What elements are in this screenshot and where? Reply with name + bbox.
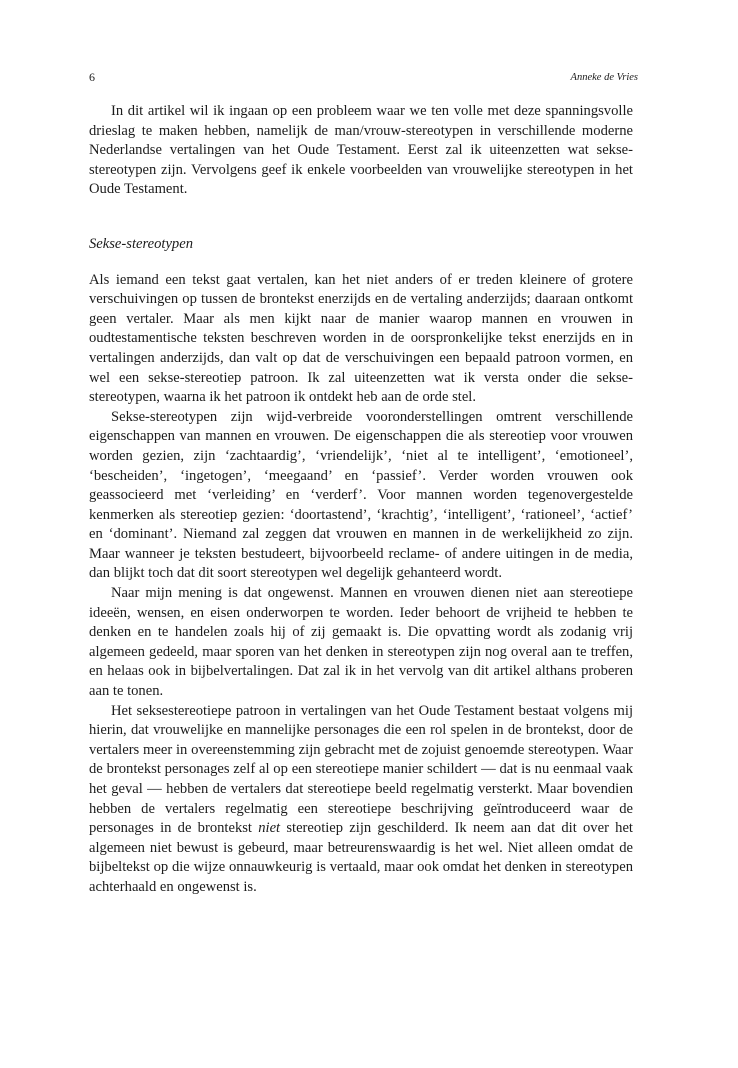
body-paragraph-3: Naar mijn mening is dat ongewenst. Mannen en vrouwen dienen niet aan stereotiepe ideeën, wensen, en eisen onderworpen te worden. Ieder behoort de vrijheid te hebben te denken en te handelen zoals hij of zij gemaakt is. Die opvatting wordt als zodanig vrij algemeen gedeeld, maar sporen van het denken in stereotypen zijn nog overal aan te treffen, en helaas ook in bijbelvertalingen. Dat zal ik in het vervolg van dit artikel althans proberen aan te tonen.: [89, 585, 633, 700]
article-body: [89, 102, 633, 898]
body-paragraph-1: Als iemand een tekst gaat vertalen, kan het niet anders of er treden kleinere of grotere verschuivingen op tussen de brontekst enerzijds en de vertaling anderzijds; daaraan ontkomt geen vertaler. Maar als men kijkt naar de manier waarop mannen en vrouwen in oudtestamentische teksten beschreven worden in de oorspronkelijke tekst enerzijds en in vertalingen anderzijds, dan valt op dat de verschuivingen een bepaald patroon vormen, en wel een sekse-stereotiep patroon. Ik zal uiteenzetten wat ik versta onder die sekse-stereotypen, waarna ik het patroon ik ontdekt heb aan de orde stel.: [89, 271, 633, 406]
page-number: 6: [89, 70, 95, 84]
body-paragraph-2: Sekse-stereotypen zijn wijd-verbreide vooronderstellingen omtrent verschillende eigenschappen van mannen en vrouwen. De eigenschappen die als stereotiep voor vrouwen worden gezien, zijn ‘zachtaardig’, ‘vriendelijk’, ‘niet al te intelligent’, ‘emotioneel’, ‘bescheiden’, ‘ingetogen’, ‘meegaand’ en ‘passief’. Verder worden vrouwen ook geassocieerd met ‘verleiding’ en ‘verderf’. Voor mannen worden tegenovergestelde kenmerken als stereotiep gezien: ‘doortastend’, ‘krachtig’, ‘intelligent’, ‘rationeel’, ‘actief’ en ‘dominant’. Niemand zal zeggen dat vrouwen en mannen in de werkelijkheid zo zijn. Maar wanneer je teksten bestudeert, bijvoorbeeld reclame- of andere uitingen in de media, dan blijkt toch dat dit soort stereotypen wel degelijk gehanteerd wordt.: [89, 408, 633, 582]
emphasis-niet: niet: [258, 820, 281, 837]
body-paragraph-4-text-a: Het seksestereotiepe patroon in vertalingen van het Oude Testament bestaat volgens mij hierin, dat vrouwelijke en mannelijke personages die een rol spelen in de brontekst, door de vertalers meer in overeenstemming zijn gebracht met de zojuist genoemde stereotypen. Waar de brontekst personages zelf al op een stereotiepe manier schildert — dat is nu eenmaal vaak het geval — hebben de vertalers dat stereotiepe beeld regelmatig versterkt. Maar bovendien hebben de vertalers regelmatig een stereotiepe beschrijving geïntroduceerd waar de personages in de brontekst: [89, 702, 633, 837]
running-head-author: Anneke de Vries: [570, 72, 638, 83]
body-paragraph-4: [89, 702, 633, 898]
section-heading: Sekse-stereotypen: [89, 235, 193, 252]
intro-paragraph: In dit artikel wil ik ingaan op een probleem waar we ten volle met deze spanningsvolle drieslag te maken hebben, namelijk de man/vrouw-stereotypen in verschillende moderne Nederlandse vertalingen van het Oude Testament. Eerst zal ik uiteenzetten wat sekse-stereotypen zijn. Vervolgens geef ik enkele voorbeelden van vrouwelijke stereotypen in het Oude Testament.: [89, 103, 633, 198]
body-paragraph-4-text-b: stereotiep zijn geschilderd. Ik neem aan dat dit over het algemeen niet bewust is gebeurd, maar betreurenswaardig is het wel. Niet alleen omdat de bijbeltekst op die wijze onnauwkeurig is vertaald, maar ook omdat het denken in stereotypen achterhaald en ongewenst is.: [89, 820, 633, 895]
